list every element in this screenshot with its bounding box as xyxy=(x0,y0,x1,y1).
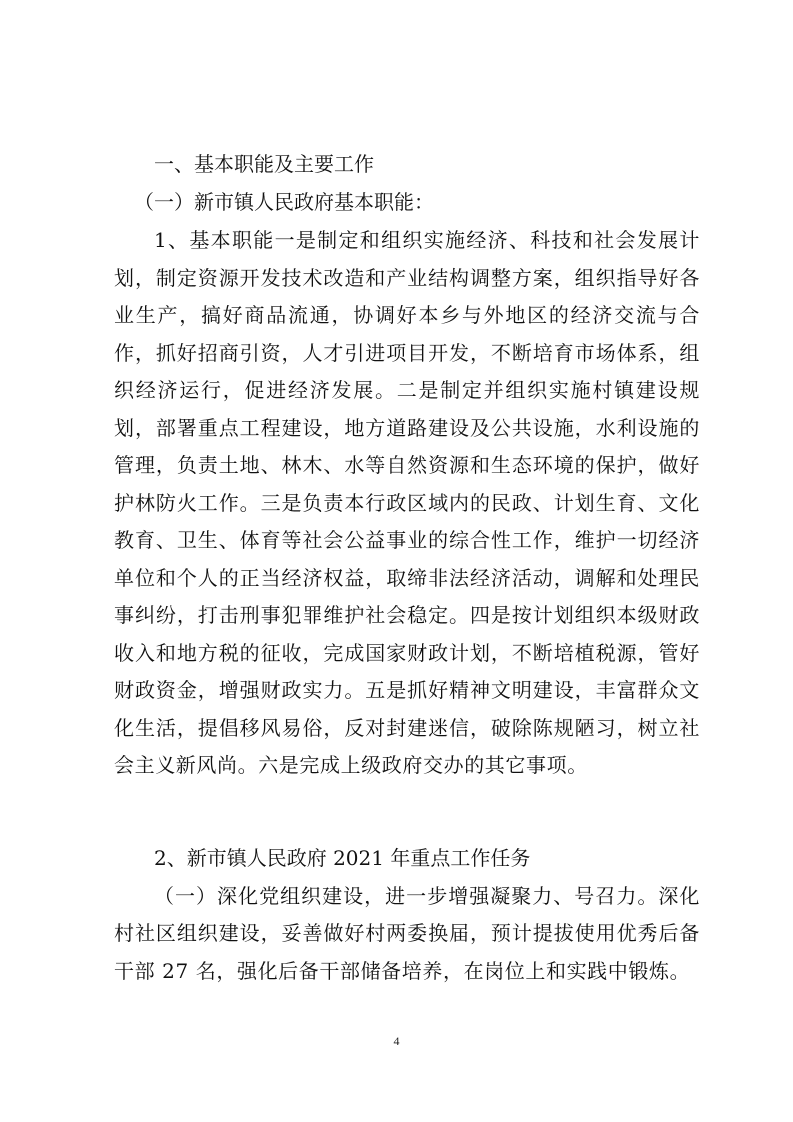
page-content xyxy=(114,146,700,990)
section-heading: 一、基本职能及主要工作 xyxy=(154,152,374,176)
paragraph-spacer xyxy=(114,785,700,840)
subsection-heading: （一）新市镇人民政府基本职能： xyxy=(134,190,434,214)
functions-paragraph: 1、基本职能一是制定和组织实施经济、科技和社会发展计划，制定资源开发技术改造和产业结构调整方案，组织指导好各业生产，搞好商品流通，协调好本乡与外地区的经济交流与合作，抓好招商引资，人才引进项目开发，不断培育市场体系，组织经济运行，促进经济发展。二是制定并组织实施村镇建设规划，部署重点工程建设，地方道路建设及公共设施，水利设施的管理，负责土地、林木、水等自然资源和生态环境的保护，做好护林防火工作。三是负责本行政区域内的民政、计划生育、文化教育、卫生、体育等社会公益事业的综合性工作，维护一切经济单位和个人的正当经济权益，取缔非法经济活动，调解和处理民事纠纷，打击刑事犯罪维护社会稳定。四是按计划组织本级财政收入和地方税的征收，完成国家财政计划，不断培植税源，管好财政资金，增强财政实力。五是抓好精神文明建设，丰富群众文化生活，提倡移风易俗，反对封建迷信，破除陈规陋习，树立社会主义新风尚。六是完成上级政府交办的其它事项。 xyxy=(114,228,700,777)
tasks-heading: 2、新市镇人民政府 2021 年重点工作任务 xyxy=(154,845,531,870)
page-number: 4 xyxy=(393,1034,400,1048)
tasks-paragraph: （一）深化党组织建设，进一步增强凝聚力、号召力。深化村社区组织建设，妥善做好村两委换届，预计提拔使用优秀后备干部 27 名，强化后备干部储备培养，在岗位上和实践中锻炼。 xyxy=(114,883,700,983)
